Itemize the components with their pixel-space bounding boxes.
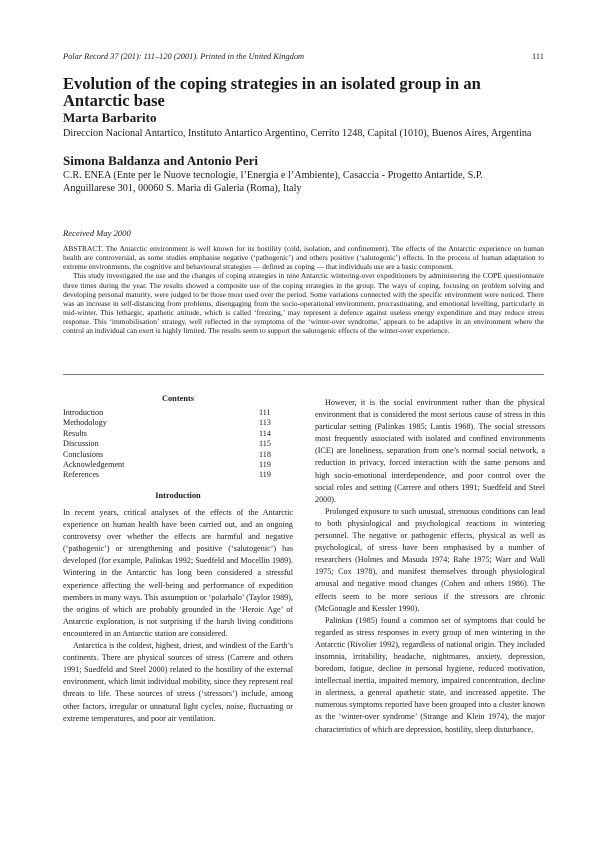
article-title: Evolution of the coping strategies in an isolated group in an Antarctic base: [63, 74, 481, 110]
toc-page: 111: [259, 408, 271, 417]
contents-heading: Contents: [161, 394, 195, 403]
abstract-divider: [63, 374, 544, 375]
toc-page: 118: [259, 449, 271, 459]
intro-paragraph-2: Antarctica is the coldest, highest, driest, and windiest of the Earth’s continents. There are physical sources of stress (Carrere and others 1991; Suedfeld and Steel 2000) related to the hostility of the external environment, which limit individual mobility, since they represent real threats to life. These sources of stress (‘stressors’) include, among other factors, irregular or unnatural light cycles, noise, fluctuating or extreme temperatures, and poor air ventilation.: [63, 641, 293, 723]
toc-entry: [63, 429, 293, 439]
toc-label: Conclusions: [63, 449, 104, 459]
abstract-paragraph-2: This study investigated the use and the changes of coping strategies in nine Antarctic wintering-over expeditioners by administering the COPE questionnaire three times during the year. The results showed a composite use of the coping strategies in the group. The ways of coping, focusing on problem solving and developing personal maturity, were judged to be those most used over the period. Some variations connected with the specific environment were noticed. There was an increase in self-distancing from problems, disengaging from the socio-operational environment, procrastinating, and emotional levelling, particularly in mid-winter. This lethargic, apathetic attitude, which is called ‘freezing,’ may represent a defence against useless energy expenditure and may reduce stress response. This ‘immobilisation’ strategy, well reflected in the symptoms of the ‘winter-over syndrome,’ appears to be adaptive in an environment where the control an individual can exert is highly limited. The results seem to support the salutogenic effects of the winter-over experience.: [63, 271, 544, 336]
toc-entry: [63, 470, 293, 480]
abstract: [63, 244, 544, 336]
toc-page: 113: [259, 418, 271, 428]
toc-entry: [63, 418, 293, 428]
toc-label: Acknowledgement: [63, 459, 125, 469]
toc-entry: [63, 450, 293, 460]
affiliation-secondary: C.R. ENEA (Ente per le Nuove tecnologie, l’Energia e l’Ambiente), Casaccia - Progetto Antartide, S.P. Anguillarese 301, 00060 S. Maria di Galeria (Roma), Italy: [63, 170, 483, 194]
right-column: [315, 397, 545, 736]
toc-label: Results: [63, 428, 87, 438]
affiliation-primary: Direccion Nacional Antartico, Instituto Antartico Argentino, Cerrito 1248, Capital (1010), Buenos Aires, Argentina: [63, 128, 532, 139]
toc-label: Introduction: [63, 408, 104, 417]
toc-entry: [63, 408, 293, 418]
page-number: 111: [532, 52, 544, 61]
author-secondary: Simona Baldanza and Antonio Peri: [63, 153, 259, 168]
toc-page: 115: [259, 439, 271, 449]
toc-label: Discussion: [63, 439, 99, 449]
journal-citation: Polar Record 37 (201): 111–120 (2001). Printed in the United Kingdom: [63, 52, 305, 61]
toc-page: 114: [259, 428, 271, 438]
table-of-contents: [63, 408, 293, 481]
intro-paragraph-1: In recent years, critical analyses of the effects of the Antarctic experience on human health have been carried out, and an ongoing controversy over whether the effects are harmful and negative (‘pathogenic’) or strengthening and positive (‘salutogenic’) has developed (for example, Palinkas 1992; Suedfeld and Mocellin 1989). Wintering in the Antarctic has long been considered a stressful experience affecting the well-being and performance of expedition members in many ways. This assumption or ‘polarhalo’ (Taylor 1989), the origins of which are probably grounded in the ‘Heroic Age’ of Antarctic exploration, is not surprising if the harsh living conditions encountered in an Antarctic station are considered.: [63, 508, 293, 638]
received-date: Received May 2000: [63, 228, 131, 238]
toc-entry: [63, 460, 293, 470]
toc-page: 119: [259, 470, 271, 480]
toc-label: References: [63, 470, 100, 480]
introduction-heading: Introduction: [155, 491, 201, 500]
toc-label: Methodology: [63, 418, 107, 428]
left-column: [63, 507, 293, 725]
toc-page: 119: [259, 459, 271, 469]
body-paragraph-3: Palinkas (1985) found a common set of symptoms that could be regarded as stress responses in every group of men wintering in the Antarctic (Rivolier 1992), regardless of national origin. They included insomnia, irritability, headache, nightmares, anxiety, depression, boredom, fatigue, decline in personal hygiene, reduced motivation, intellectual inertia, impaired memory, impaired concentration, decline in alertness, a general apathetic state, and increased appetite. The numerous symptoms reported have been grouped into a cluster known as the ‘winter-over syndrome’ (Strange and Klein 1974), the major characteristics of which are depression, hostility, sleep disturbance,: [315, 615, 545, 734]
body-paragraph-1: However, it is the social environment rather than the physical environment that is considered the most serious cause of stress in this particular setting (Palinkas 1985; Lantis 1968). The social stressors most frequently associated with isolated and confined environments (ICE) are loneliness, separation from one’s normal social network, a reduction in privacy, forced interaction with the same persons and high socio-emotional interdependence, and poor control over the social roles and setting (Carrere and others 1991; Suedfeld and Steel 2000).: [315, 398, 545, 504]
running-header: [63, 52, 544, 64]
toc-entry: [63, 439, 293, 449]
body-paragraph-2: Prolonged exposure to such unusual, strenuous conditions can lead to both physiological and psychological reactions in wintering personnel. The negative or pathogenic effects, physical as well as psychological, of stress have been emphasised by a number of researchers (Holmes and Masuda 1974; Rahe 1975; Warr and Wall 1975; Cox 1978), and manifest themselves through physiological arousal and negative mood changes (Cohen and others 1986). The effects seem to be more serious if the stressors are chronic (McGonagle and Kessler 1990).: [315, 506, 545, 613]
abstract-paragraph-1: ABSTRACT. The Antarctic environment is well known for its hostility (cold, isolation, and confinement). The effects of the Antarctic experience on human health are controversial, as some studies emphasise negative (‘pathogenic’) and others positive (‘salutogenic’) effects. In the process of human adaptation to extreme environments, the cognitive and behavioural strategies — defined as coping — that individuals use are a basic component.: [63, 244, 544, 272]
author-primary: Marta Barbarito: [63, 110, 157, 125]
